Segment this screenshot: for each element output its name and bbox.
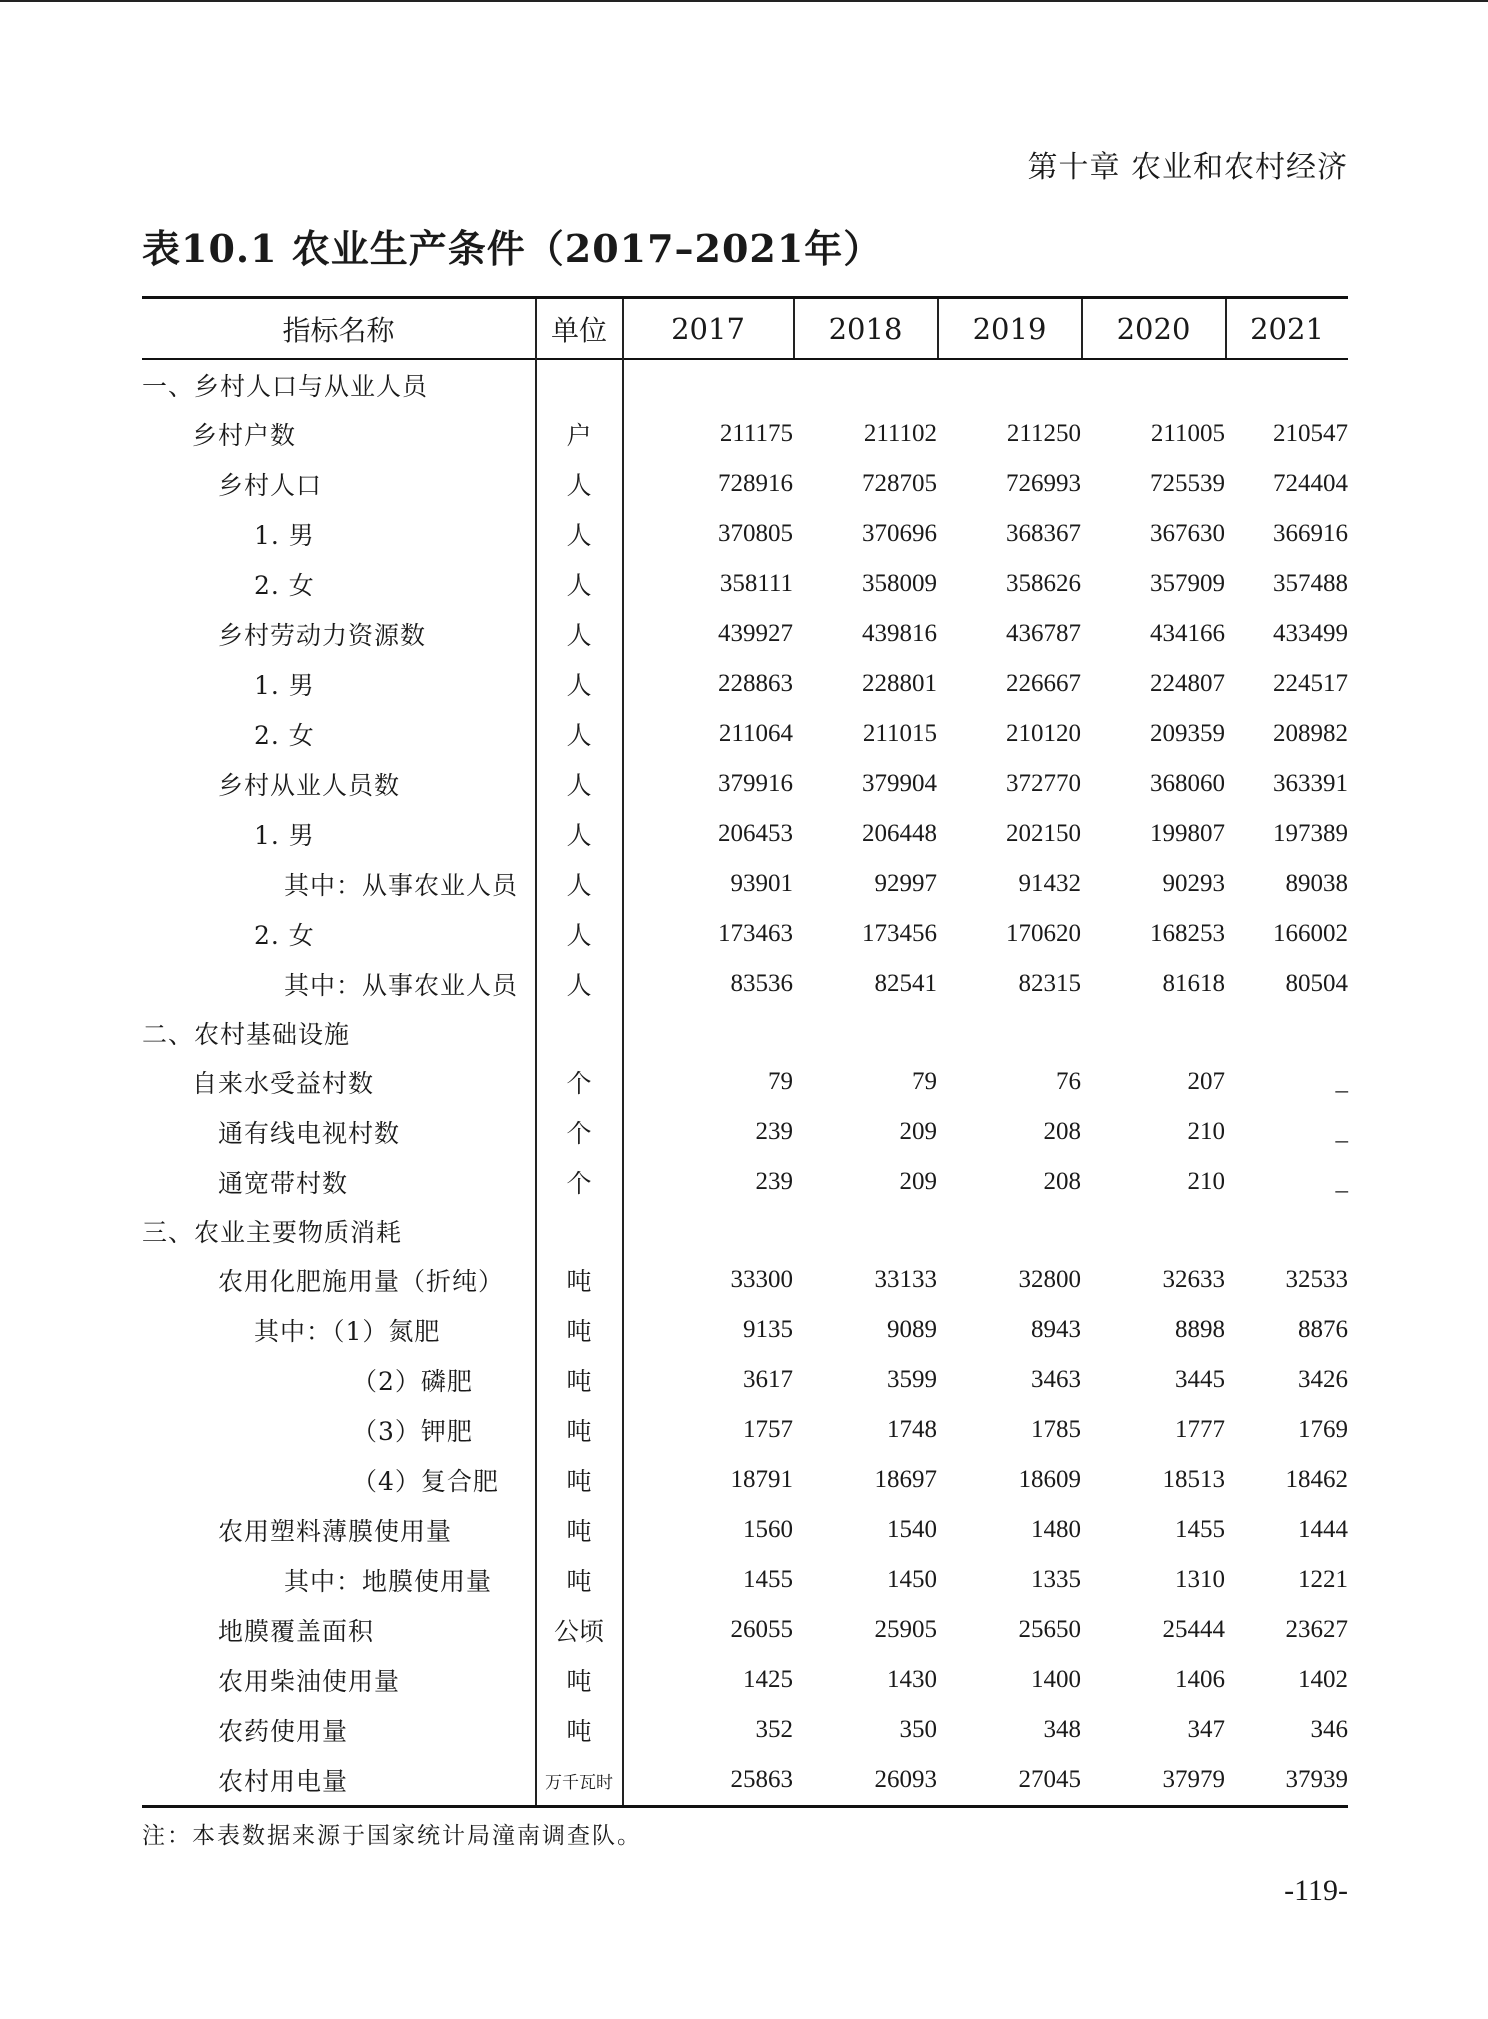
value-cell-2020: 368060	[1150, 770, 1225, 797]
value-cell-2019: 436787	[1006, 620, 1081, 647]
header-indicator: 指标名称	[282, 313, 395, 347]
value-cell-2017: 439927	[718, 620, 793, 647]
table-row	[142, 1157, 1348, 1207]
value-cell-2018: 1450	[887, 1566, 937, 1593]
value-cell-2019: 208	[1043, 1168, 1081, 1195]
page-number: -119-	[1284, 1874, 1348, 1907]
table-row	[142, 1057, 1348, 1107]
value-cell-2021: 18462	[1285, 1466, 1348, 1493]
value-cell-2020: 207	[1187, 1068, 1225, 1095]
value-cell-2017: 79	[768, 1068, 793, 1095]
value-cell-2019: 76	[1056, 1068, 1081, 1095]
value-cell-2017: 83536	[730, 970, 793, 997]
value-cell-2021: 3426	[1298, 1366, 1348, 1393]
value-cell-2021: 433499	[1273, 620, 1348, 647]
table-row	[142, 1305, 1348, 1355]
value-cell-2019: 1400	[1031, 1666, 1081, 1693]
value-cell-2019: 358626	[1006, 570, 1081, 597]
value-cell-2018: 1748	[887, 1416, 937, 1443]
indicator-name: 农用化肥施用量（折纯）	[218, 1267, 505, 1296]
section-row	[142, 1207, 1348, 1255]
value-cell-2019: 210120	[1006, 720, 1081, 747]
value-cell-2018: 1430	[887, 1666, 937, 1693]
table-row	[142, 1655, 1348, 1705]
value-cell-2018: 1540	[887, 1516, 937, 1543]
unit-cell: 吨	[566, 1517, 592, 1546]
value-cell-2018: 92997	[874, 870, 937, 897]
value-cell-2017: 33300	[730, 1266, 793, 1293]
value-cell-2020: 210	[1187, 1118, 1225, 1145]
indicator-name: 2. 女	[254, 571, 315, 600]
indicator-name: （4）复合肥	[352, 1467, 499, 1496]
indicator-name: 其中：从事农业人员	[284, 971, 519, 1000]
value-cell-2021: 1402	[1298, 1666, 1348, 1693]
value-cell-2018: 350	[899, 1716, 937, 1743]
indicator-name: 通有线电视村数	[218, 1119, 401, 1148]
value-cell-2021: 724404	[1273, 470, 1348, 497]
table-row	[142, 859, 1348, 909]
value-cell-2020: 25444	[1162, 1616, 1225, 1643]
value-cell-2020: 1406	[1175, 1666, 1225, 1693]
indicator-name: 乡村劳动力资源数	[218, 621, 427, 650]
value-cell-2021: 366916	[1273, 520, 1348, 547]
value-cell-2019: 368367	[1006, 520, 1081, 547]
table-row	[142, 1455, 1348, 1505]
unit-cell: 万千瓦时	[545, 1772, 613, 1793]
header-year-2018: 2018	[828, 311, 903, 346]
indicator-name: 1. 男	[254, 671, 315, 700]
value-cell-2019: 18609	[1018, 1466, 1081, 1493]
unit-cell: 人	[566, 921, 592, 950]
table-row	[142, 1555, 1348, 1605]
value-cell-2018: 18697	[874, 1466, 937, 1493]
table-row	[142, 1605, 1348, 1655]
value-cell-2018: 33133	[874, 1266, 937, 1293]
header-year-2021: 2021	[1250, 311, 1324, 346]
unit-cell: 人	[566, 721, 592, 750]
table-row	[142, 959, 1348, 1009]
unit-cell: 人	[566, 621, 592, 650]
value-cell-2020: 347	[1187, 1716, 1225, 1743]
value-cell-2019: 211250	[1006, 420, 1081, 447]
section-heading: 一、乡村人口与从业人员	[142, 372, 429, 401]
value-cell-2017: 370805	[718, 520, 793, 547]
value-cell-2021: _	[1335, 1118, 1348, 1145]
value-cell-2020: 90293	[1162, 870, 1225, 897]
value-cell-2019: 372770	[1006, 770, 1081, 797]
table-row	[142, 659, 1348, 709]
value-cell-2021: 89038	[1285, 870, 1348, 897]
unit-cell: 吨	[566, 1367, 592, 1396]
value-cell-2019: 208	[1043, 1118, 1081, 1145]
unit-cell: 吨	[566, 1467, 592, 1496]
indicator-name: 地膜覆盖面积	[218, 1617, 375, 1646]
header-unit: 单位	[550, 313, 607, 347]
unit-cell: 个	[566, 1169, 592, 1198]
value-cell-2020: 18513	[1162, 1466, 1225, 1493]
value-cell-2020: 209359	[1150, 720, 1225, 747]
value-cell-2021: _	[1335, 1068, 1348, 1095]
value-cell-2017: 211064	[718, 720, 793, 747]
unit-cell: 人	[566, 471, 592, 500]
table-title: 表10.1 农业生产条件（2017–2021年）	[142, 226, 883, 271]
value-cell-2017: 239	[755, 1168, 793, 1195]
table-row	[142, 1255, 1348, 1305]
value-cell-2021: 1221	[1298, 1566, 1348, 1593]
value-cell-2017: 26055	[730, 1616, 793, 1643]
unit-cell: 吨	[566, 1717, 592, 1746]
value-cell-2018: 228801	[862, 670, 937, 697]
value-cell-2017: 358111	[719, 570, 793, 597]
value-cell-2019: 3463	[1031, 1366, 1081, 1393]
value-cell-2021: 80504	[1285, 970, 1348, 997]
table-body	[142, 361, 1348, 1805]
indicator-name: 乡村户数	[192, 421, 297, 450]
value-cell-2021: 8876	[1298, 1316, 1348, 1343]
value-cell-2021: 197389	[1273, 820, 1348, 847]
value-cell-2017: 1425	[743, 1666, 793, 1693]
value-cell-2018: 82541	[874, 970, 937, 997]
section-heading: 二、农村基础设施	[142, 1020, 351, 1049]
header-year-2017: 2017	[671, 311, 745, 346]
value-cell-2020: 168253	[1150, 920, 1225, 947]
value-cell-2020: 199807	[1150, 820, 1225, 847]
indicator-name: 自来水受益村数	[192, 1069, 375, 1098]
value-cell-2018: 728705	[862, 470, 937, 497]
value-cell-2019: 32800	[1018, 1266, 1081, 1293]
value-cell-2021: 32533	[1285, 1266, 1348, 1293]
indicator-name: 乡村人口	[218, 471, 323, 500]
unit-cell: 人	[566, 521, 592, 550]
value-cell-2021: 166002	[1273, 920, 1348, 947]
value-cell-2020: 1310	[1175, 1566, 1225, 1593]
unit-cell: 吨	[566, 1567, 592, 1596]
value-cell-2018: 379904	[862, 770, 937, 797]
value-cell-2019: 226667	[1006, 670, 1081, 697]
unit-cell: 人	[566, 971, 592, 1000]
statistics-table	[142, 296, 1348, 1808]
section-heading: 三、农业主要物质消耗	[142, 1218, 403, 1247]
value-cell-2018: 439816	[862, 620, 937, 647]
indicator-name: 1. 男	[254, 821, 315, 850]
header-rule	[142, 358, 1348, 360]
value-cell-2018: 26093	[874, 1766, 937, 1793]
value-cell-2020: 210	[1187, 1168, 1225, 1195]
table-row	[142, 609, 1348, 659]
value-cell-2017: 379916	[718, 770, 793, 797]
value-cell-2020: 3445	[1175, 1366, 1225, 1393]
value-cell-2017: 3617	[743, 1366, 793, 1393]
value-cell-2018: 209	[899, 1168, 937, 1195]
indicator-name: 农用塑料薄膜使用量	[218, 1517, 453, 1546]
section-row	[142, 361, 1348, 409]
value-cell-2018: 206448	[862, 820, 937, 847]
table-row	[142, 709, 1348, 759]
value-cell-2020: 224807	[1150, 670, 1225, 697]
value-cell-2020: 357909	[1150, 570, 1225, 597]
unit-cell: 个	[566, 1069, 592, 1098]
value-cell-2021: 1444	[1298, 1516, 1348, 1543]
value-cell-2021: 346	[1310, 1716, 1348, 1743]
table-row	[142, 759, 1348, 809]
value-cell-2020: 37979	[1162, 1766, 1225, 1793]
table-row	[142, 909, 1348, 959]
value-cell-2017: 18791	[730, 1466, 793, 1493]
value-cell-2021: 357488	[1273, 570, 1348, 597]
table-row	[142, 1755, 1348, 1805]
value-cell-2019: 82315	[1018, 970, 1081, 997]
value-cell-2018: 173456	[862, 920, 937, 947]
value-cell-2019: 27045	[1018, 1766, 1081, 1793]
value-cell-2020: 434166	[1150, 620, 1225, 647]
indicator-name: 1. 男	[254, 521, 315, 550]
value-cell-2020: 81618	[1162, 970, 1225, 997]
value-cell-2018: 79	[912, 1068, 937, 1095]
table-note: 注：本表数据来源于国家统计局潼南调查队。	[142, 1823, 642, 1849]
header-year-2019: 2019	[972, 311, 1047, 346]
value-cell-2021: _	[1335, 1168, 1348, 1195]
unit-cell: 人	[566, 771, 592, 800]
value-cell-2019: 91432	[1018, 870, 1081, 897]
value-cell-2020: 211005	[1150, 420, 1225, 447]
unit-cell: 个	[566, 1119, 592, 1148]
unit-cell: 人	[566, 671, 592, 700]
header-year-2020: 2020	[1116, 311, 1191, 346]
table-row	[142, 1505, 1348, 1555]
indicator-name: 农村用电量	[218, 1767, 349, 1796]
table-row	[142, 509, 1348, 559]
value-cell-2017: 239	[755, 1118, 793, 1145]
value-cell-2021: 1769	[1298, 1416, 1348, 1443]
value-cell-2017: 25863	[730, 1766, 793, 1793]
indicator-name: 通宽带村数	[218, 1169, 349, 1198]
value-cell-2018: 211015	[862, 720, 937, 747]
page-top-rule	[0, 0, 1488, 2]
table-row	[142, 559, 1348, 609]
unit-cell: 吨	[566, 1317, 592, 1346]
value-cell-2018: 9089	[887, 1316, 937, 1343]
unit-cell: 吨	[566, 1267, 592, 1296]
table-row	[142, 409, 1348, 459]
table-row	[142, 1405, 1348, 1455]
indicator-name: 农用柴油使用量	[218, 1667, 401, 1696]
value-cell-2020: 32633	[1162, 1266, 1225, 1293]
value-cell-2021: 37939	[1285, 1766, 1348, 1793]
unit-cell: 吨	[566, 1667, 592, 1696]
value-cell-2019: 8943	[1031, 1316, 1081, 1343]
value-cell-2020: 1455	[1175, 1516, 1225, 1543]
value-cell-2017: 352	[755, 1716, 793, 1743]
table-row	[142, 1355, 1348, 1405]
indicator-name: 2. 女	[254, 921, 315, 950]
indicator-name: 2. 女	[254, 721, 315, 750]
indicator-name: 其中：（1）氮肥	[254, 1317, 441, 1346]
table-row	[142, 459, 1348, 509]
indicator-name: 其中：地膜使用量	[284, 1567, 493, 1596]
indicator-name: （3）钾肥	[352, 1417, 473, 1446]
value-cell-2019: 348	[1043, 1716, 1081, 1743]
value-cell-2021: 363391	[1273, 770, 1348, 797]
unit-cell: 人	[566, 871, 592, 900]
table-row	[142, 809, 1348, 859]
value-cell-2018: 25905	[874, 1616, 937, 1643]
chapter-header: 第十章 农业和农村经济	[1027, 150, 1348, 185]
value-cell-2021: 210547	[1273, 420, 1348, 447]
value-cell-2018: 3599	[887, 1366, 937, 1393]
value-cell-2017: 173463	[718, 920, 793, 947]
value-cell-2017: 206453	[718, 820, 793, 847]
value-cell-2018: 209	[899, 1118, 937, 1145]
value-cell-2019: 1335	[1031, 1566, 1081, 1593]
value-cell-2021: 208982	[1273, 720, 1348, 747]
table-row	[142, 1705, 1348, 1755]
indicator-name: （2）磷肥	[352, 1367, 473, 1396]
value-cell-2020: 367630	[1150, 520, 1225, 547]
unit-cell: 人	[566, 571, 592, 600]
value-cell-2019: 1480	[1031, 1516, 1081, 1543]
table-bottom-rule	[142, 1805, 1348, 1808]
value-cell-2018: 358009	[862, 570, 937, 597]
value-cell-2020: 725539	[1150, 470, 1225, 497]
value-cell-2019: 1785	[1031, 1416, 1081, 1443]
indicator-name: 其中：从事农业人员	[284, 871, 519, 900]
value-cell-2017: 228863	[718, 670, 793, 697]
table-row	[142, 1107, 1348, 1157]
value-cell-2021: 224517	[1273, 670, 1348, 697]
value-cell-2017: 93901	[730, 870, 793, 897]
value-cell-2021: 23627	[1285, 1616, 1348, 1643]
indicator-name: 乡村从业人员数	[218, 771, 401, 800]
unit-cell: 人	[566, 821, 592, 850]
value-cell-2017: 211175	[719, 420, 793, 447]
value-cell-2017: 9135	[743, 1316, 793, 1343]
value-cell-2018: 370696	[862, 520, 937, 547]
value-cell-2017: 1560	[743, 1516, 793, 1543]
value-cell-2019: 202150	[1006, 820, 1081, 847]
value-cell-2017: 1757	[743, 1416, 793, 1443]
unit-cell: 吨	[566, 1417, 592, 1446]
indicator-name: 农药使用量	[218, 1717, 349, 1746]
value-cell-2019: 170620	[1006, 920, 1081, 947]
unit-cell: 公顷	[553, 1617, 604, 1646]
section-row	[142, 1009, 1348, 1057]
value-cell-2020: 8898	[1175, 1316, 1225, 1343]
value-cell-2020: 1777	[1175, 1416, 1225, 1443]
value-cell-2017: 1455	[743, 1566, 793, 1593]
unit-cell: 户	[566, 421, 592, 450]
value-cell-2017: 728916	[718, 470, 793, 497]
value-cell-2019: 726993	[1006, 470, 1081, 497]
value-cell-2018: 211102	[863, 420, 937, 447]
value-cell-2019: 25650	[1018, 1616, 1081, 1643]
